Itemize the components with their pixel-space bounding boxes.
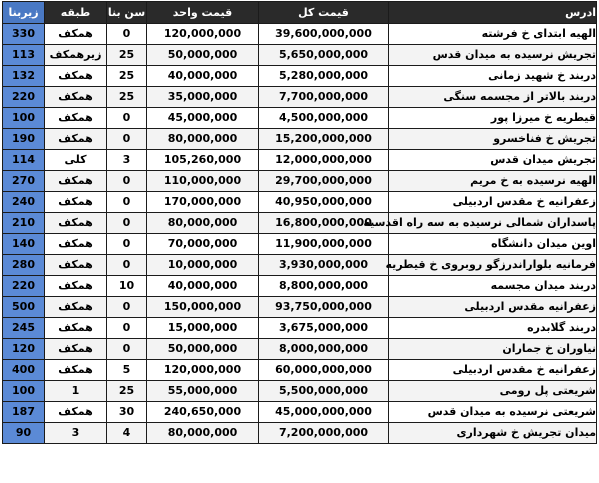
cell-address: زعفرانیه مقدس اردبیلی <box>389 297 597 318</box>
cell-floor: 3 <box>45 423 107 444</box>
cell-total-price: 93,750,000,000 <box>259 297 389 318</box>
cell-address: پاسداران شمالی نرسیده به سه راه اقدسیه <box>389 213 597 234</box>
cell-unit-price: 80,000,000 <box>147 129 259 150</box>
cell-area: 132 <box>3 66 45 87</box>
cell-unit-price: 70,000,000 <box>147 234 259 255</box>
cell-unit-price: 110,000,000 <box>147 171 259 192</box>
cell-total-price: 7,700,000,000 <box>259 87 389 108</box>
cell-floor: همکف <box>45 255 107 276</box>
cell-floor: همکف <box>45 297 107 318</box>
cell-total-price: 29,700,000,000 <box>259 171 389 192</box>
cell-area: 90 <box>3 423 45 444</box>
cell-address: شریعتی پل رومی <box>389 381 597 402</box>
cell-total-price: 39,600,000,000 <box>259 24 389 45</box>
cell-area: 187 <box>3 402 45 423</box>
table-row <box>3 381 597 402</box>
cell-unit-price: 80,000,000 <box>147 213 259 234</box>
cell-address: تجریش میدان قدس <box>389 150 597 171</box>
cell-age: 0 <box>107 318 147 339</box>
cell-age: 0 <box>107 171 147 192</box>
cell-age: 0 <box>107 213 147 234</box>
cell-floor: همکف <box>45 129 107 150</box>
cell-floor: همکف <box>45 339 107 360</box>
cell-unit-price: 105,260,000 <box>147 150 259 171</box>
cell-floor: همکف <box>45 66 107 87</box>
cell-unit-price: 150,000,000 <box>147 297 259 318</box>
cell-floor: همکف <box>45 171 107 192</box>
cell-total-price: 5,650,000,000 <box>259 45 389 66</box>
header-floor: طبقه <box>45 2 107 24</box>
table-row <box>3 402 597 423</box>
cell-total-price: 4,500,000,000 <box>259 108 389 129</box>
table-row <box>3 108 597 129</box>
table-row <box>3 360 597 381</box>
cell-address: قیطریه خ میرزا پور <box>389 108 597 129</box>
header-address: ادرس <box>389 2 597 24</box>
cell-unit-price: 40,000,000 <box>147 66 259 87</box>
table-body <box>3 24 597 444</box>
cell-age: 0 <box>107 297 147 318</box>
cell-total-price: 7,200,000,000 <box>259 423 389 444</box>
table-row <box>3 45 597 66</box>
cell-floor: همکف <box>45 234 107 255</box>
cell-unit-price: 120,000,000 <box>147 360 259 381</box>
cell-area: 400 <box>3 360 45 381</box>
cell-total-price: 3,930,000,000 <box>259 255 389 276</box>
cell-address: اوین میدان دانشگاه <box>389 234 597 255</box>
table-row <box>3 150 597 171</box>
cell-floor: همکف <box>45 108 107 129</box>
cell-address: نیاوران خ جماران <box>389 339 597 360</box>
cell-age: 0 <box>107 234 147 255</box>
header-total-price: قیمت کل <box>259 2 389 24</box>
table-row <box>3 234 597 255</box>
cell-address: زعفرانیه خ مقدس اردبیلی <box>389 360 597 381</box>
cell-area: 100 <box>3 108 45 129</box>
header-age: سن بنا <box>107 2 147 24</box>
cell-address: فرمانیه بلواراندرزگو روبروی خ قیطریه <box>389 255 597 276</box>
cell-total-price: 5,500,000,000 <box>259 381 389 402</box>
cell-total-price: 12,000,000,000 <box>259 150 389 171</box>
cell-age: 30 <box>107 402 147 423</box>
cell-total-price: 15,200,000,000 <box>259 129 389 150</box>
cell-age: 0 <box>107 24 147 45</box>
cell-floor: همکف <box>45 213 107 234</box>
cell-total-price: 16,800,000,000 <box>259 213 389 234</box>
cell-floor: همکف <box>45 276 107 297</box>
table-row <box>3 339 597 360</box>
cell-unit-price: 15,000,000 <box>147 318 259 339</box>
cell-address: الهیه نرسیده به خ مریم <box>389 171 597 192</box>
table-row <box>3 171 597 192</box>
cell-unit-price: 10,000,000 <box>147 255 259 276</box>
cell-age: 25 <box>107 45 147 66</box>
cell-address: الهیه ابتدای خ فرشته <box>389 24 597 45</box>
cell-floor: 1 <box>45 381 107 402</box>
cell-total-price: 3,675,000,000 <box>259 318 389 339</box>
cell-area: 280 <box>3 255 45 276</box>
cell-age: 0 <box>107 108 147 129</box>
table-row <box>3 87 597 108</box>
cell-floor: کلی <box>45 150 107 171</box>
cell-age: 10 <box>107 276 147 297</box>
cell-unit-price: 35,000,000 <box>147 87 259 108</box>
cell-area: 330 <box>3 24 45 45</box>
cell-age: 0 <box>107 255 147 276</box>
cell-total-price: 8,000,000,000 <box>259 339 389 360</box>
cell-area: 190 <box>3 129 45 150</box>
table-row <box>3 318 597 339</box>
cell-floor: همکف <box>45 318 107 339</box>
cell-age: 25 <box>107 381 147 402</box>
cell-unit-price: 170,000,000 <box>147 192 259 213</box>
header-area: زیربنا <box>3 2 45 24</box>
table-row <box>3 276 597 297</box>
cell-age: 5 <box>107 360 147 381</box>
table-row <box>3 192 597 213</box>
cell-address: دربند خ شهید زمانی <box>389 66 597 87</box>
cell-unit-price: 80,000,000 <box>147 423 259 444</box>
cell-address: تجریش نرسیده به میدان قدس <box>389 45 597 66</box>
cell-floor: همکف <box>45 87 107 108</box>
cell-area: 245 <box>3 318 45 339</box>
cell-area: 113 <box>3 45 45 66</box>
cell-unit-price: 45,000,000 <box>147 108 259 129</box>
cell-age: 3 <box>107 150 147 171</box>
cell-address: دربند بالاتر از مجسمه سنگی <box>389 87 597 108</box>
cell-area: 210 <box>3 213 45 234</box>
cell-unit-price: 50,000,000 <box>147 339 259 360</box>
header-row <box>3 2 597 24</box>
cell-area: 140 <box>3 234 45 255</box>
cell-total-price: 45,000,000,000 <box>259 402 389 423</box>
header-unit-price: قیمت واحد <box>147 2 259 24</box>
cell-area: 240 <box>3 192 45 213</box>
cell-age: 0 <box>107 129 147 150</box>
cell-age: 25 <box>107 66 147 87</box>
cell-area: 114 <box>3 150 45 171</box>
cell-age: 25 <box>107 87 147 108</box>
cell-address: میدان تجریش خ شهرداری <box>389 423 597 444</box>
table-row <box>3 129 597 150</box>
cell-floor: همکف <box>45 24 107 45</box>
cell-area: 220 <box>3 87 45 108</box>
cell-total-price: 8,800,000,000 <box>259 276 389 297</box>
cell-unit-price: 240,650,000 <box>147 402 259 423</box>
cell-address: دربند میدان مجسمه <box>389 276 597 297</box>
cell-unit-price: 50,000,000 <box>147 45 259 66</box>
cell-area: 270 <box>3 171 45 192</box>
cell-unit-price: 40,000,000 <box>147 276 259 297</box>
cell-address: تجریش خ فناخسرو <box>389 129 597 150</box>
cell-area: 100 <box>3 381 45 402</box>
cell-age: 0 <box>107 192 147 213</box>
cell-total-price: 60,000,000,000 <box>259 360 389 381</box>
cell-floor: همکف <box>45 360 107 381</box>
table-row <box>3 213 597 234</box>
cell-total-price: 5,280,000,000 <box>259 66 389 87</box>
cell-area: 120 <box>3 339 45 360</box>
property-table <box>2 1 597 444</box>
table-row <box>3 255 597 276</box>
cell-area: 220 <box>3 276 45 297</box>
cell-total-price: 11,900,000,000 <box>259 234 389 255</box>
cell-floor: همکف <box>45 402 107 423</box>
cell-total-price: 40,950,000,000 <box>259 192 389 213</box>
cell-age: 0 <box>107 339 147 360</box>
cell-floor: همکف <box>45 192 107 213</box>
cell-age: 4 <box>107 423 147 444</box>
cell-unit-price: 55,000,000 <box>147 381 259 402</box>
cell-address: دربند گلابدره <box>389 318 597 339</box>
table-row <box>3 423 597 444</box>
cell-address: زعفرانیه خ مقدس اردبیلی <box>389 192 597 213</box>
table-row <box>3 297 597 318</box>
cell-unit-price: 120,000,000 <box>147 24 259 45</box>
table-row <box>3 24 597 45</box>
cell-address: شریعتی نرسیده به میدان قدس <box>389 402 597 423</box>
cell-floor: زیرهمکف <box>45 45 107 66</box>
cell-area: 500 <box>3 297 45 318</box>
table-row <box>3 66 597 87</box>
